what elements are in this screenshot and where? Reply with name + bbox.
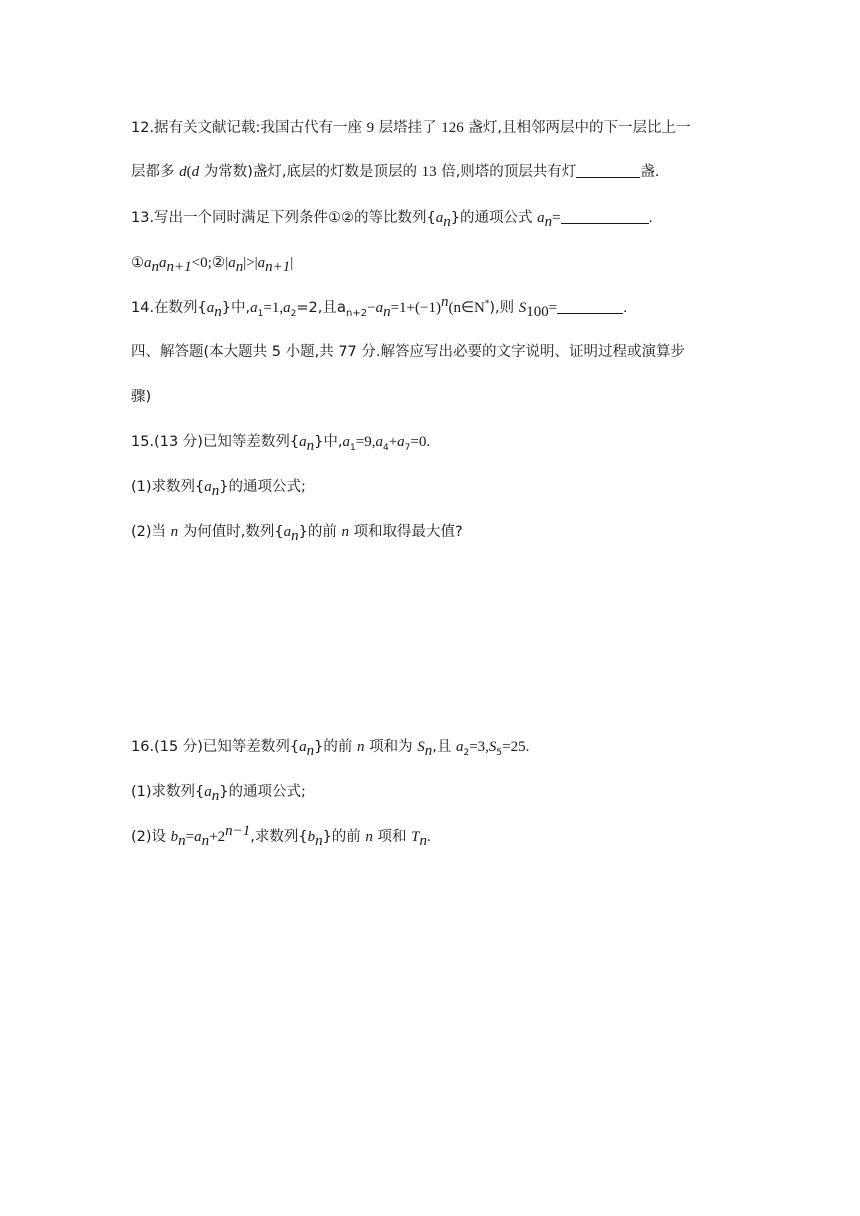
- q12-line-2: 层都多 d(d 为常数)盏灯,底层的灯数是顶层的 13 倍,则塔的顶层共有灯 盏.: [131, 164, 660, 180]
- answer-blank[interactable]: [561, 211, 649, 224]
- q15-part-1: (1)求数列$\{a_n\}$的通项公式;: [131, 479, 306, 499]
- answer-blank[interactable]: [576, 165, 640, 178]
- q12-text: 12.据有关文献记载:我国古代有一座: [131, 120, 362, 136]
- section-4-heading-cont: 骤): [131, 389, 152, 405]
- q12-line-1: 12.据有关文献记载:我国古代有一座 9 层塔挂了 126 盏灯,且相邻两层中的下一层比上一: [131, 120, 691, 136]
- q16-head: 16.(15 分)已知等差数列$\{a_n\}$的前 n 项和为 $S_n$,且 $a_2=3,S_5=25$.: [131, 739, 530, 759]
- q13-conditions: $①a_na_{n+1}<0;②|a_n|>|a_{n+1}|$: [131, 255, 294, 275]
- q16-part-1: (1)求数列$\{a_n\}$的通项公式;: [131, 784, 306, 804]
- q13-line-1: 13.写出一个同时满足下列条件①②的等比数列$\{a_n\}$的通项公式 $a_n=$ .: [131, 210, 653, 230]
- q14-line: 14.在数列$\{a_n\}$中$,a_1=1,a_2=2$,且$a_{n+2}-a_n=1+(-1)^n(n\in N^*)$,则 $S_{100}=$ .: [131, 294, 627, 320]
- q15-part-2: (2)当 n 为何值时,数列$\{a_n\}$的前 n 项和取得最大值?: [131, 524, 463, 544]
- answer-blank[interactable]: [557, 301, 623, 314]
- section-4-heading: 四、解答题(本大题共 5 小题,共 77 分.解答应写出必要的文字说明、证明过程或演算步: [131, 344, 685, 360]
- q15-head: 15.(13 分)已知等差数列$\{a_n\}$中$,a_1=9,a_4+a_7=0$.: [131, 434, 431, 454]
- q16-part-2: (2)设 $b_n=a_n+2^{n-1}$,求数列$\{b_n\}$的前 n 项和 $T_n$.: [131, 823, 431, 849]
